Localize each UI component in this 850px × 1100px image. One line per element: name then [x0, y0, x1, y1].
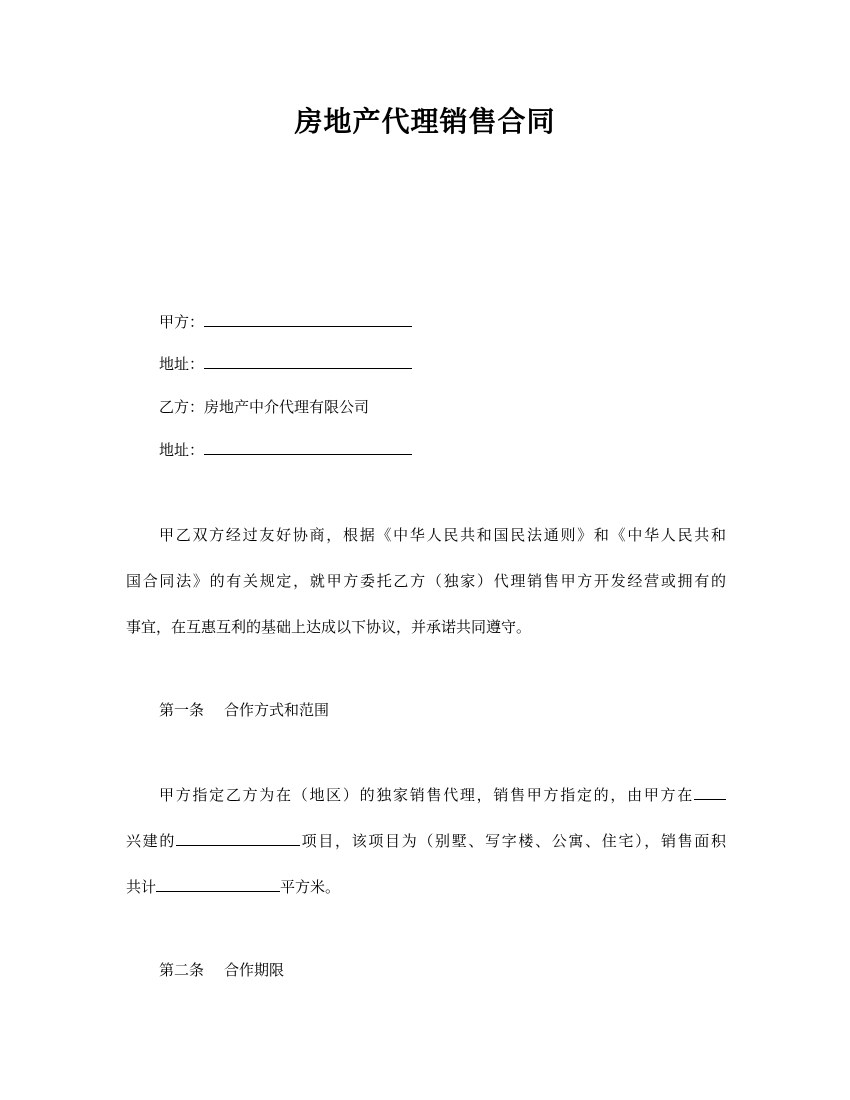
article-1-line-3 — [126, 864, 726, 910]
party-a-address-line — [159, 352, 412, 376]
article-2-heading — [159, 958, 284, 982]
article-1-heading — [159, 698, 329, 722]
article-1-line-2-suffix: 项目，该项目为（别墅、写字楼、公寓、住宅），销售面积 — [300, 832, 726, 850]
party-b-label: 乙方： — [159, 398, 205, 416]
party-a-address-blank — [204, 352, 412, 369]
preamble-line-1: 甲乙双方经过友好协商，根据《中华人民共和国民法通则》和《中华人民共和 — [159, 526, 726, 544]
article-1-line-2-prefix: 兴建的 — [126, 832, 177, 850]
preamble-paragraph — [126, 512, 726, 650]
party-a-blank — [204, 310, 412, 327]
article-2-title: 合作期限 — [224, 961, 285, 979]
preamble-line-3: 事宜，在互惠互利的基础上达成以下协议，并承诺共同遵守。 — [126, 618, 532, 636]
article-1-line-2 — [126, 818, 726, 864]
party-b-address-blank — [204, 438, 412, 455]
article-1-line-1 — [126, 772, 726, 818]
party-b-name: 房地产中介代理有限公司 — [204, 398, 370, 416]
article-1-line-3-suffix: 平方米。 — [280, 878, 341, 896]
area-blank — [156, 875, 280, 892]
party-b-address-label: 地址： — [159, 441, 205, 459]
article-2-number: 第二条 — [159, 961, 205, 979]
document-title: 房地产代理销售合同 — [294, 105, 556, 138]
article-1-line-3-prefix: 共计 — [126, 878, 157, 896]
article-1-title: 合作方式和范围 — [224, 701, 330, 719]
preamble-line-2: 国合同法》的有关规定，就甲方委托乙方（独家）代理销售甲方开发经营或拥有的 — [126, 572, 726, 590]
party-b-line — [159, 395, 369, 419]
party-b-address-line — [159, 438, 412, 462]
location-blank — [694, 783, 726, 800]
article-1-number: 第一条 — [159, 701, 205, 719]
article-1-paragraph — [126, 772, 726, 910]
project-blank — [176, 829, 300, 846]
article-1-line-1-text: 甲方指定乙方为在（地区）的独家销售代理，销售甲方指定的，由甲方在 — [159, 786, 694, 804]
party-a-label: 甲方： — [159, 313, 205, 331]
party-a-line — [159, 310, 412, 334]
party-a-address-label: 地址： — [159, 355, 205, 373]
